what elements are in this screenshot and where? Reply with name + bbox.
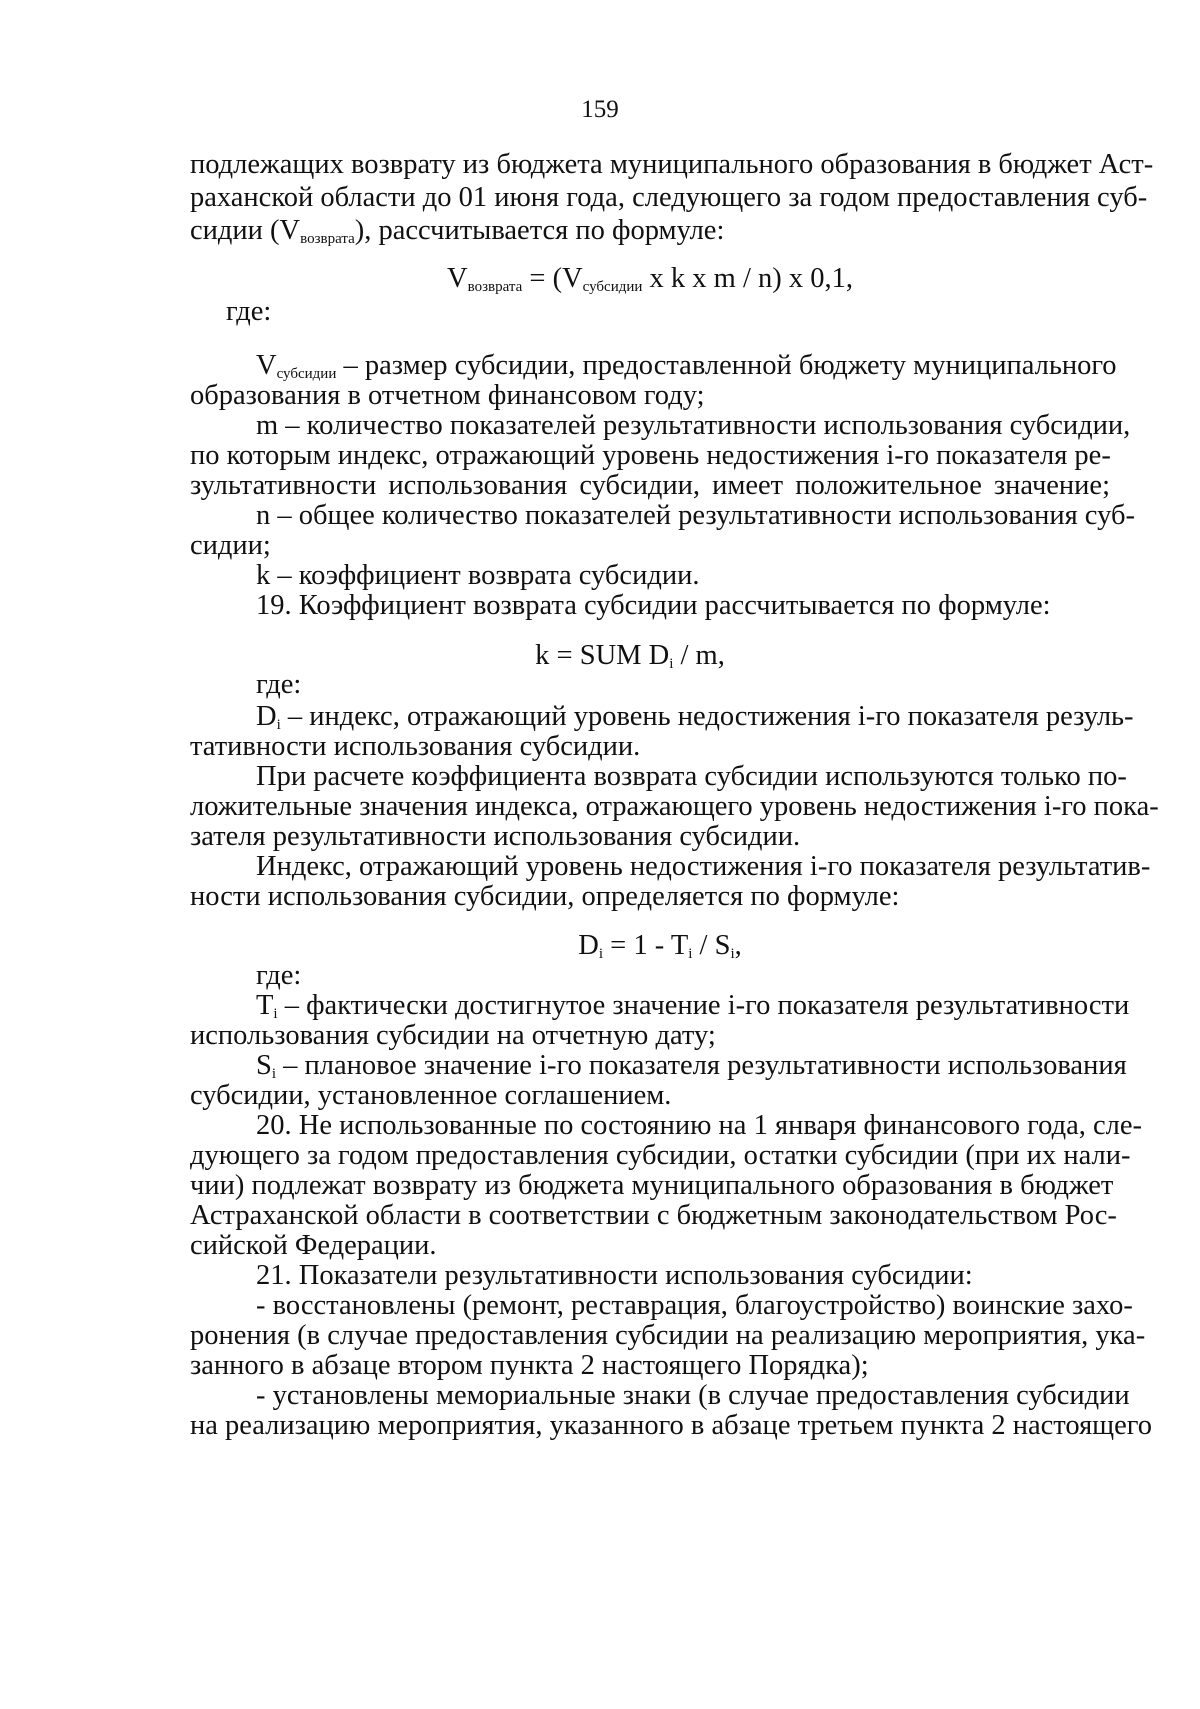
- text-line: дующего за годом предоставления субсидии, остатки субсидии (при их нали-: [190, 1140, 1131, 1171]
- list-item-line: - установлены мемориальные знаки (в случае предоставления субсидии: [256, 1380, 1130, 1411]
- text-line: занного в абзаце втором пункта 2 настоящего Порядка);: [190, 1350, 869, 1381]
- clause-21-heading: 21. Показатели результативности использования субсидии:: [256, 1260, 973, 1291]
- where-label: где:: [256, 960, 302, 991]
- definition-line: n – общее количество показателей результативности использования суб-: [256, 500, 1135, 531]
- text-line: использования субсидии на отчетную дату;: [190, 1020, 716, 1051]
- clause-19-heading: 19. Коэффициент возврата субсидии рассчитывается по формуле:: [256, 590, 1051, 621]
- definition-line: $V_{субсидии}$ – размер субсидии, предоставленной бюджету муниципального: [256, 350, 1117, 382]
- text-line: ности использования субсидии, определяется по формуле:: [190, 881, 900, 912]
- text-line: При расчете коэффициента возврата субсидии используются только по-: [256, 761, 1127, 792]
- definition-line: $D_i$ – индекс, отражающий уровень недостижения i-го показателя резуль-: [256, 701, 1134, 733]
- text-line: ложительные значения индекса, отражающего уровень недостижения i-го пока-: [190, 791, 1159, 822]
- text-line: образования в отчетном финансовом году;: [190, 380, 705, 411]
- text-line: раханской области до 01 июня года, следующего за годом предоставления суб-: [190, 182, 1148, 213]
- text-line: тативности использования субсидии.: [190, 731, 641, 762]
- text-line: ронения (в случае предоставления субсидии на реализацию мероприятия, ука-: [190, 1320, 1146, 1351]
- list-item-line: - восстановлены (ремонт, реставрация, благоустройство) воинские захо-: [256, 1290, 1133, 1321]
- text-line: зателя результативности использования субсидии.: [190, 821, 801, 852]
- definition-line: k – коэффициент возврата субсидии.: [256, 560, 700, 591]
- formula-coefficient: k = SUM $D_i$ / m,: [535, 640, 725, 672]
- text-line: сидии $(V_{возврата})$, рассчитывается по формуле:: [190, 215, 725, 247]
- text-line: зультативности использования субсидии, имеет положительное значение;: [190, 470, 1110, 501]
- page-number: 159: [581, 96, 619, 123]
- text-line: субсидии, установленное соглашением.: [190, 1080, 672, 1111]
- text-line: подлежащих возврату из бюджета муниципального образования в бюджет Аст-: [190, 149, 1154, 180]
- text-line: по которым индекс, отражающий уровень недостижения i-го показателя ре-: [190, 440, 1111, 471]
- formula-index: $D_i = 1 - T_i / S_i$,: [578, 930, 742, 962]
- text-line: Индекс, отражающий уровень недостижения i-го показателя результатив-: [256, 851, 1151, 882]
- clause-20-line: 20. Не использованные по состоянию на 1 января финансового года, сле-: [256, 1110, 1142, 1141]
- definition-line: $S_i$ – плановое значение i-го показателя результативности использования: [256, 1050, 1127, 1082]
- definition-line: $T_i$ – фактически достигнутое значение i-го показателя результативности: [256, 990, 1130, 1022]
- where-label: где:: [256, 669, 302, 700]
- text-line: сидии;: [190, 530, 271, 561]
- formula-return-amount: $V_{возврата} = (V_{субсидии}$ x k x m / n) x 0,1,: [447, 263, 853, 295]
- text-line: сийской Федерации.: [190, 1230, 437, 1261]
- text-line: на реализацию мероприятия, указанного в абзаце третьем пункта 2 настоящего: [190, 1410, 1153, 1441]
- text-line: чии) подлежат возврату из бюджета муниципального образования в бюджет: [190, 1170, 1114, 1201]
- text-line: Астраханской области в соответствии с бюджетным законодательством Рос-: [190, 1200, 1117, 1231]
- where-label: где:: [226, 296, 272, 327]
- definition-line: m – количество показателей результативности использования субсидии,: [256, 410, 1131, 441]
